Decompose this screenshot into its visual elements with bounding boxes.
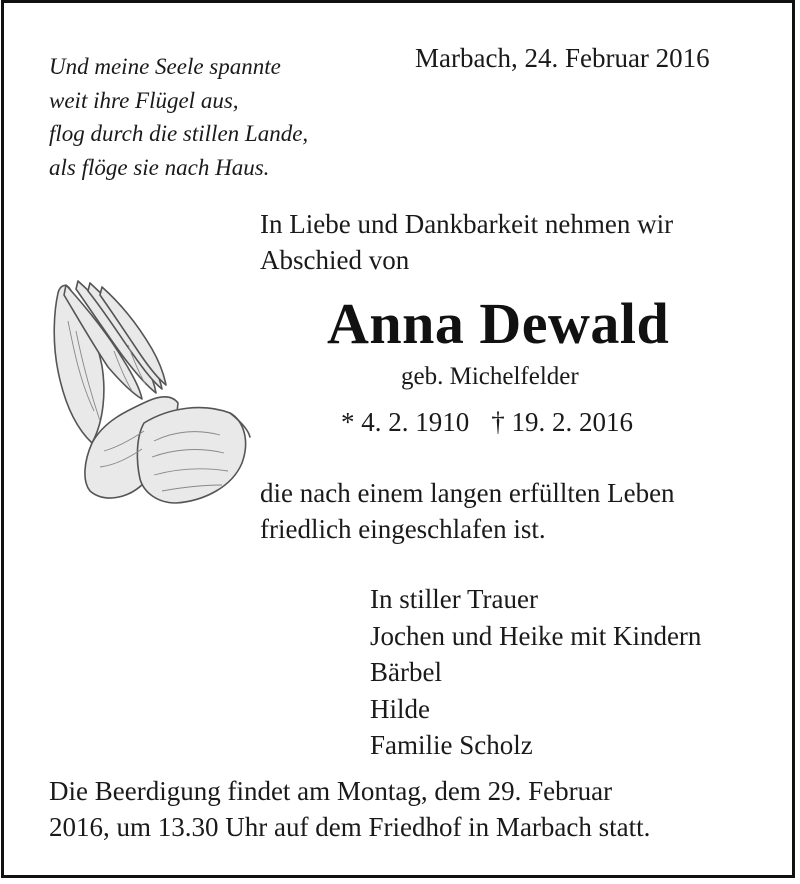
funeral-line: Die Beerdigung findet am Montag, dem 29. Februar — [49, 776, 613, 806]
intro-line: In Liebe und Dankbarkeit nehmen wir — [260, 209, 674, 239]
poem-line: flog durch die stillen Lande, — [49, 121, 309, 146]
mourners-heading: In stiller Trauer — [370, 584, 538, 614]
poem-line: als flöge sie nach Haus. — [49, 154, 270, 180]
passing-line: die nach einem langen erfüllten Leben — [260, 478, 675, 508]
funeral-notice — [49, 773, 650, 845]
mourners-list — [370, 581, 701, 764]
intro-line: Abschied von — [260, 245, 410, 275]
dateline: Marbach, 24. Februar 2016 — [415, 43, 710, 73]
praying-hands-icon — [44, 271, 254, 516]
poem — [49, 50, 308, 184]
mourner-name: Jochen und Heike mit Kindern — [370, 620, 702, 651]
mourner-name: Hilde — [370, 693, 430, 724]
mourner-name: Bärbel — [370, 657, 442, 687]
maiden-name: geb. Michelfelder — [401, 363, 579, 390]
poem-line: Und meine Seele spannte — [49, 54, 281, 79]
birth-date: * 4. 2. 1910 — [341, 407, 470, 437]
poem-line: weit ihre Flügel aus, — [49, 87, 239, 113]
obituary-card — [1, 0, 795, 878]
death-date: † 19. 2. 2016 — [491, 407, 633, 437]
life-dates — [341, 407, 633, 438]
intro-text — [260, 206, 673, 278]
funeral-line: 2016, um 13.30 Uhr auf dem Friedhof in Marbach statt. — [49, 812, 651, 842]
deceased-name: Anna Dewald — [327, 291, 670, 356]
mourner-name: Familie Scholz — [370, 730, 533, 760]
passing-line: friedlich eingeschlafen ist. — [260, 514, 546, 544]
passing-text — [260, 475, 675, 547]
